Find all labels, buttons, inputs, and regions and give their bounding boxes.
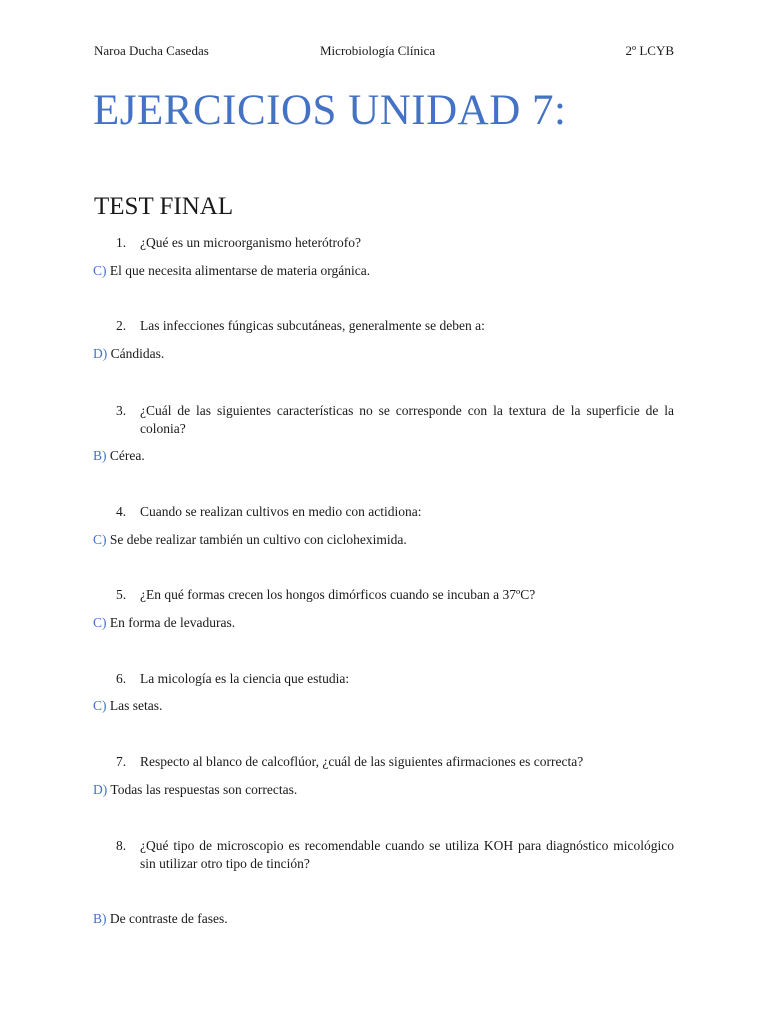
question-text: Respecto al blanco de calcoflúor, ¿cuál de las siguientes afirmaciones es correcta? [140, 754, 584, 769]
question-item [116, 753, 674, 771]
answer-line [93, 781, 297, 799]
answer-letter: B) [93, 911, 107, 926]
question-number: 7. [116, 754, 127, 769]
question-text: Cuando se realizan cultivos en medio con actidiona: [140, 504, 422, 519]
question-item [116, 317, 674, 335]
question-number: 4. [116, 504, 127, 519]
header-author: Naroa Ducha Casedas [94, 43, 209, 58]
answer-text: El que necesita alimentarse de materia orgánica. [109, 263, 371, 278]
question-item [116, 837, 674, 873]
question-number: 6. [116, 671, 127, 686]
answer-line [93, 697, 162, 715]
answer-letter: D) [93, 346, 108, 361]
answer-letter: C) [93, 615, 107, 630]
answer-text: De contraste de fases. [109, 911, 228, 926]
question-item [116, 234, 674, 252]
section-heading: TEST FINAL [94, 193, 234, 220]
answer-line [93, 531, 407, 549]
answer-text: Cándidas. [110, 346, 165, 361]
question-item [116, 586, 674, 604]
question-text: ¿Qué es un microorganismo heterótrofo? [140, 235, 361, 250]
answer-letter: C) [93, 263, 107, 278]
question-number: 5. [116, 587, 127, 602]
answer-letter: C) [93, 532, 107, 547]
answer-text: Se debe realizar también un cultivo con cicloheximida. [109, 532, 407, 547]
question-text: Las infecciones fúngicas subcutáneas, generalmente se deben a: [140, 318, 485, 333]
answer-text: En forma de levaduras. [109, 615, 236, 630]
answer-line [93, 614, 235, 632]
question-number: 2. [116, 318, 127, 333]
answer-letter: B) [93, 448, 107, 463]
answer-text: Todas las respuestas son correctas. [110, 782, 298, 797]
question-number: 3. [116, 403, 127, 418]
question-text: ¿Cuál de las siguientes características no se corresponde con la textura de la superficie de la colonia? [140, 403, 674, 436]
answer-line [93, 447, 145, 465]
answer-line [93, 262, 370, 280]
question-text: La micología es la ciencia que estudia: [140, 671, 350, 686]
question-item [116, 670, 674, 688]
answer-line [93, 345, 164, 363]
header-course: 2º LCYB [625, 43, 674, 58]
question-text: ¿Qué tipo de microscopio es recomendable cuando se utiliza KOH para diagnóstico micológico sin utilizar otro tipo de tinción? [140, 838, 674, 871]
question-text: ¿En qué formas crecen los hongos dimórficos cuando se incuban a 37ºC? [140, 587, 536, 602]
question-item [116, 503, 674, 521]
answer-text: Las setas. [109, 698, 163, 713]
page-header [94, 43, 674, 61]
question-number: 8. [116, 838, 127, 853]
answer-text: Cérea. [109, 448, 145, 463]
answer-line [93, 910, 228, 928]
header-subject: Microbiología Clínica [320, 43, 436, 58]
question-number: 1. [116, 235, 127, 250]
document-title: EJERCICIOS UNIDAD 7: [93, 87, 567, 134]
question-item [116, 402, 674, 438]
answer-letter: D) [93, 782, 108, 797]
answer-letter: C) [93, 698, 107, 713]
